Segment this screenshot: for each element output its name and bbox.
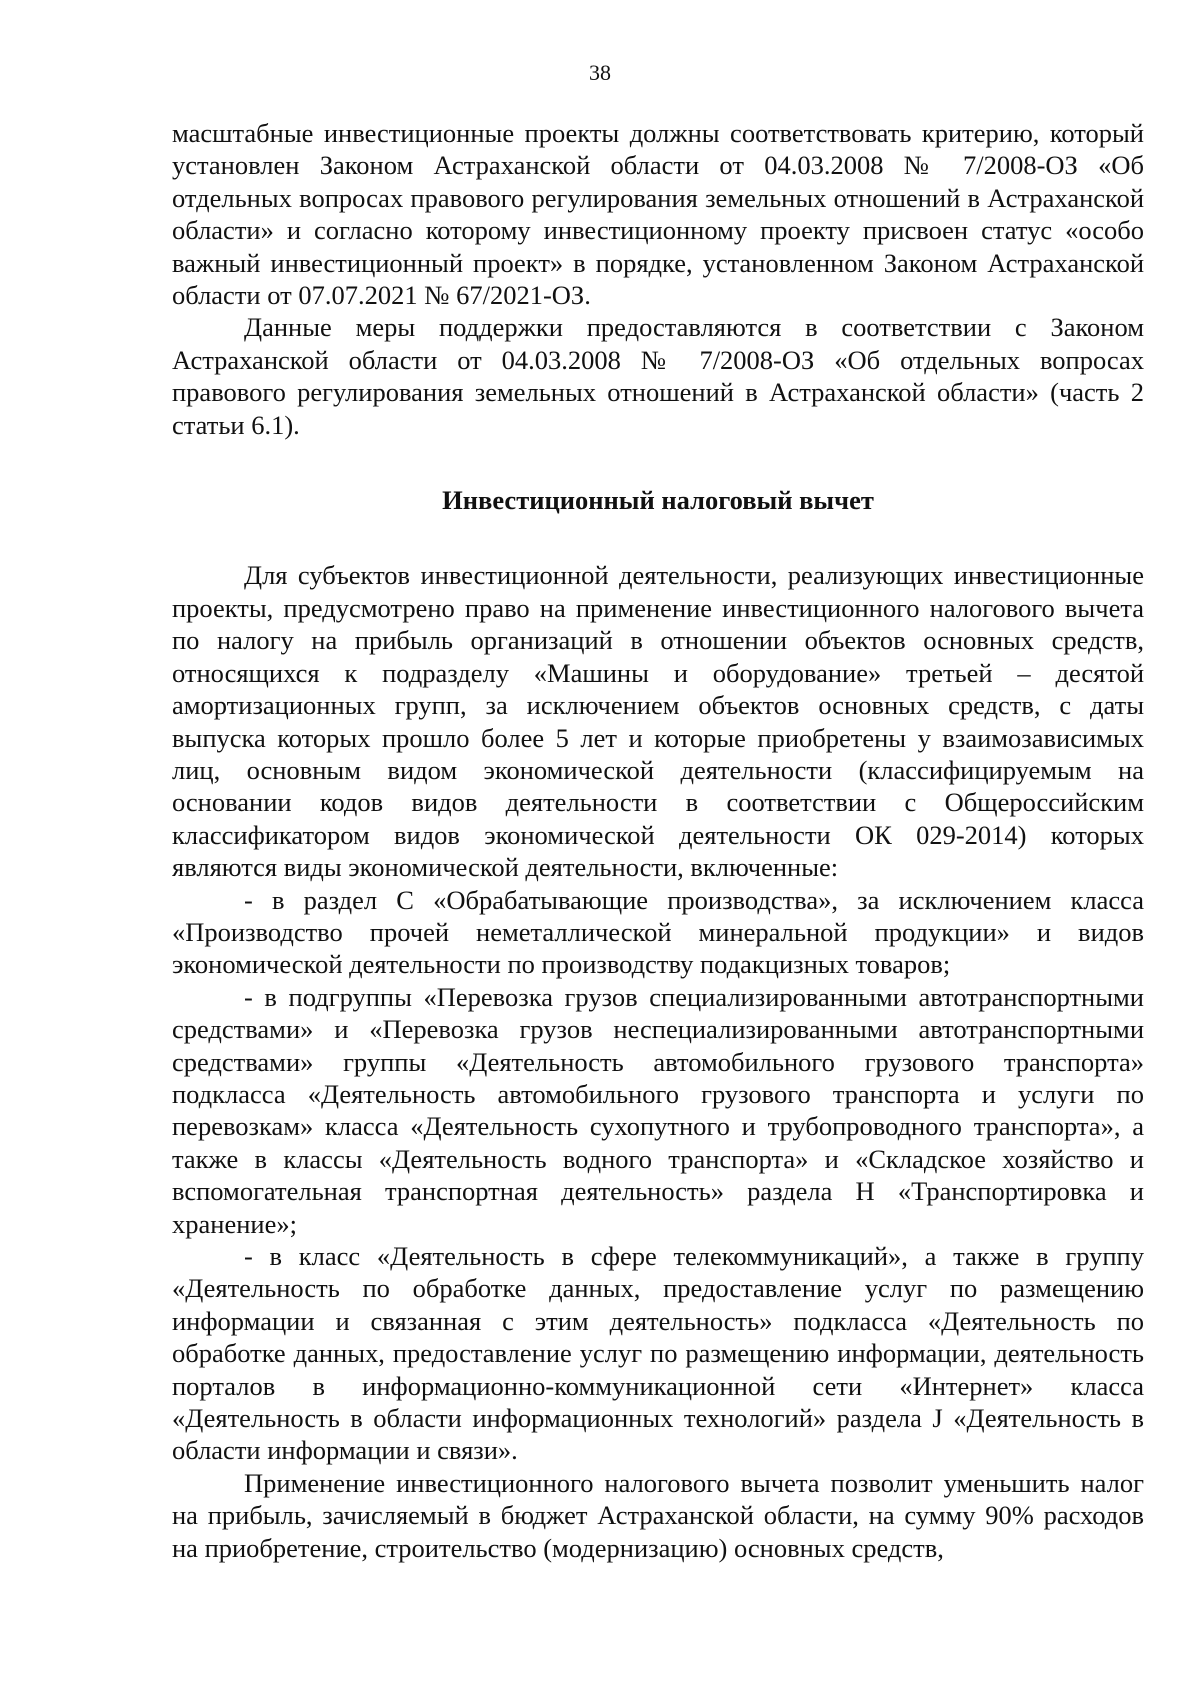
section-heading: Инвестиционный налоговый вычет	[442, 485, 874, 516]
paragraph-1: масштабные инвестиционные проекты должны соответствовать критерию, который установлен Законом Астраханской области от 04.03.2008 № 7/2008-ОЗ «Об отдельных вопросах правового регулирования земельных отношений в Астраханской области» и согласно которому инвестиционному проекту присвоен статус «особо важный инвестиционный проект» в порядке, установленном Законом Астраханской области от 07.07.2021 № 67/2021-ОЗ.	[172, 118, 1144, 311]
page-number: 38	[589, 60, 611, 85]
paragraph-2: Данные меры поддержки предоставляются в соответствии с Законом Астраханской области от 04.03.2008 № 7/2008-ОЗ «Об отдельных вопросах правового регулирования земельных отношений в Астраханской области» (часть 2 статьи 6.1).	[172, 312, 1144, 440]
list-item-section-c: - в раздел C «Обрабатывающие производства», за исключением класса «Производство прочей неметаллической минеральной продукции» и видов экономической деятельности по производству подакцизных товаров;	[172, 884, 1144, 980]
paragraph-3: Для субъектов инвестиционной деятельности, реализующих инвестиционные проекты, предусмотрено право на применение инвестиционного налогового вычета по налогу на прибыль организаций в отношении объектов основных средств, относящихся к подразделу «Машины и оборудование» третьей – десятой амортизационных групп, за исключением объектов основных средств, с даты выпуска которых прошло более 5 лет и которые приобретены у взаимозависимых лиц, основным видом экономической деятельности (классифицируемым на основании кодов видов деятельности в соответствии с Общероссийским классификатором видов экономической деятельности ОК 029-2014) которых являются виды экономической деятельности, включенные:	[172, 560, 1144, 883]
list-item-transport: - в подгруппы «Перевозка грузов специализированными автотранспортными средствами» и «Перевозка грузов неспециализированными автотранспортными средствами» группы «Деятельность автомобильного грузового транспорта» подкласса «Деятельность автомобильного грузового транспорта и услуги по перевозкам» класса «Деятельность сухопутного и трубопроводного транспорта», а также в классы «Деятельность водного транспорта» и «Складское хозяйство и вспомогательная транспортная деятельность» раздела H «Транспортировка и хранение»;	[172, 981, 1144, 1239]
list-item-telecom: - в класс «Деятельность в сфере телекоммуникаций», а также в группу «Деятельность по обработке данных, предоставление услуг по размещению информации и связанная с этим деятельность» подкласса «Деятельность по обработке данных, предоставление услуг по размещению информации, деятельность порталов в информационно-коммуникационной сети «Интернет» класса «Деятельность в области информационных технологий» раздела J «Деятельность в области информации и связи».	[172, 1241, 1144, 1466]
document-body	[172, 117, 1144, 1564]
paragraph-tax-deduction: Применение инвестиционного налогового вычета позволит уменьшить налог на прибыль, зачисляемый в бюджет Астраханской области, на сумму 90% расходов на приобретение, строительство (модернизацию) основных средств,	[172, 1467, 1144, 1563]
